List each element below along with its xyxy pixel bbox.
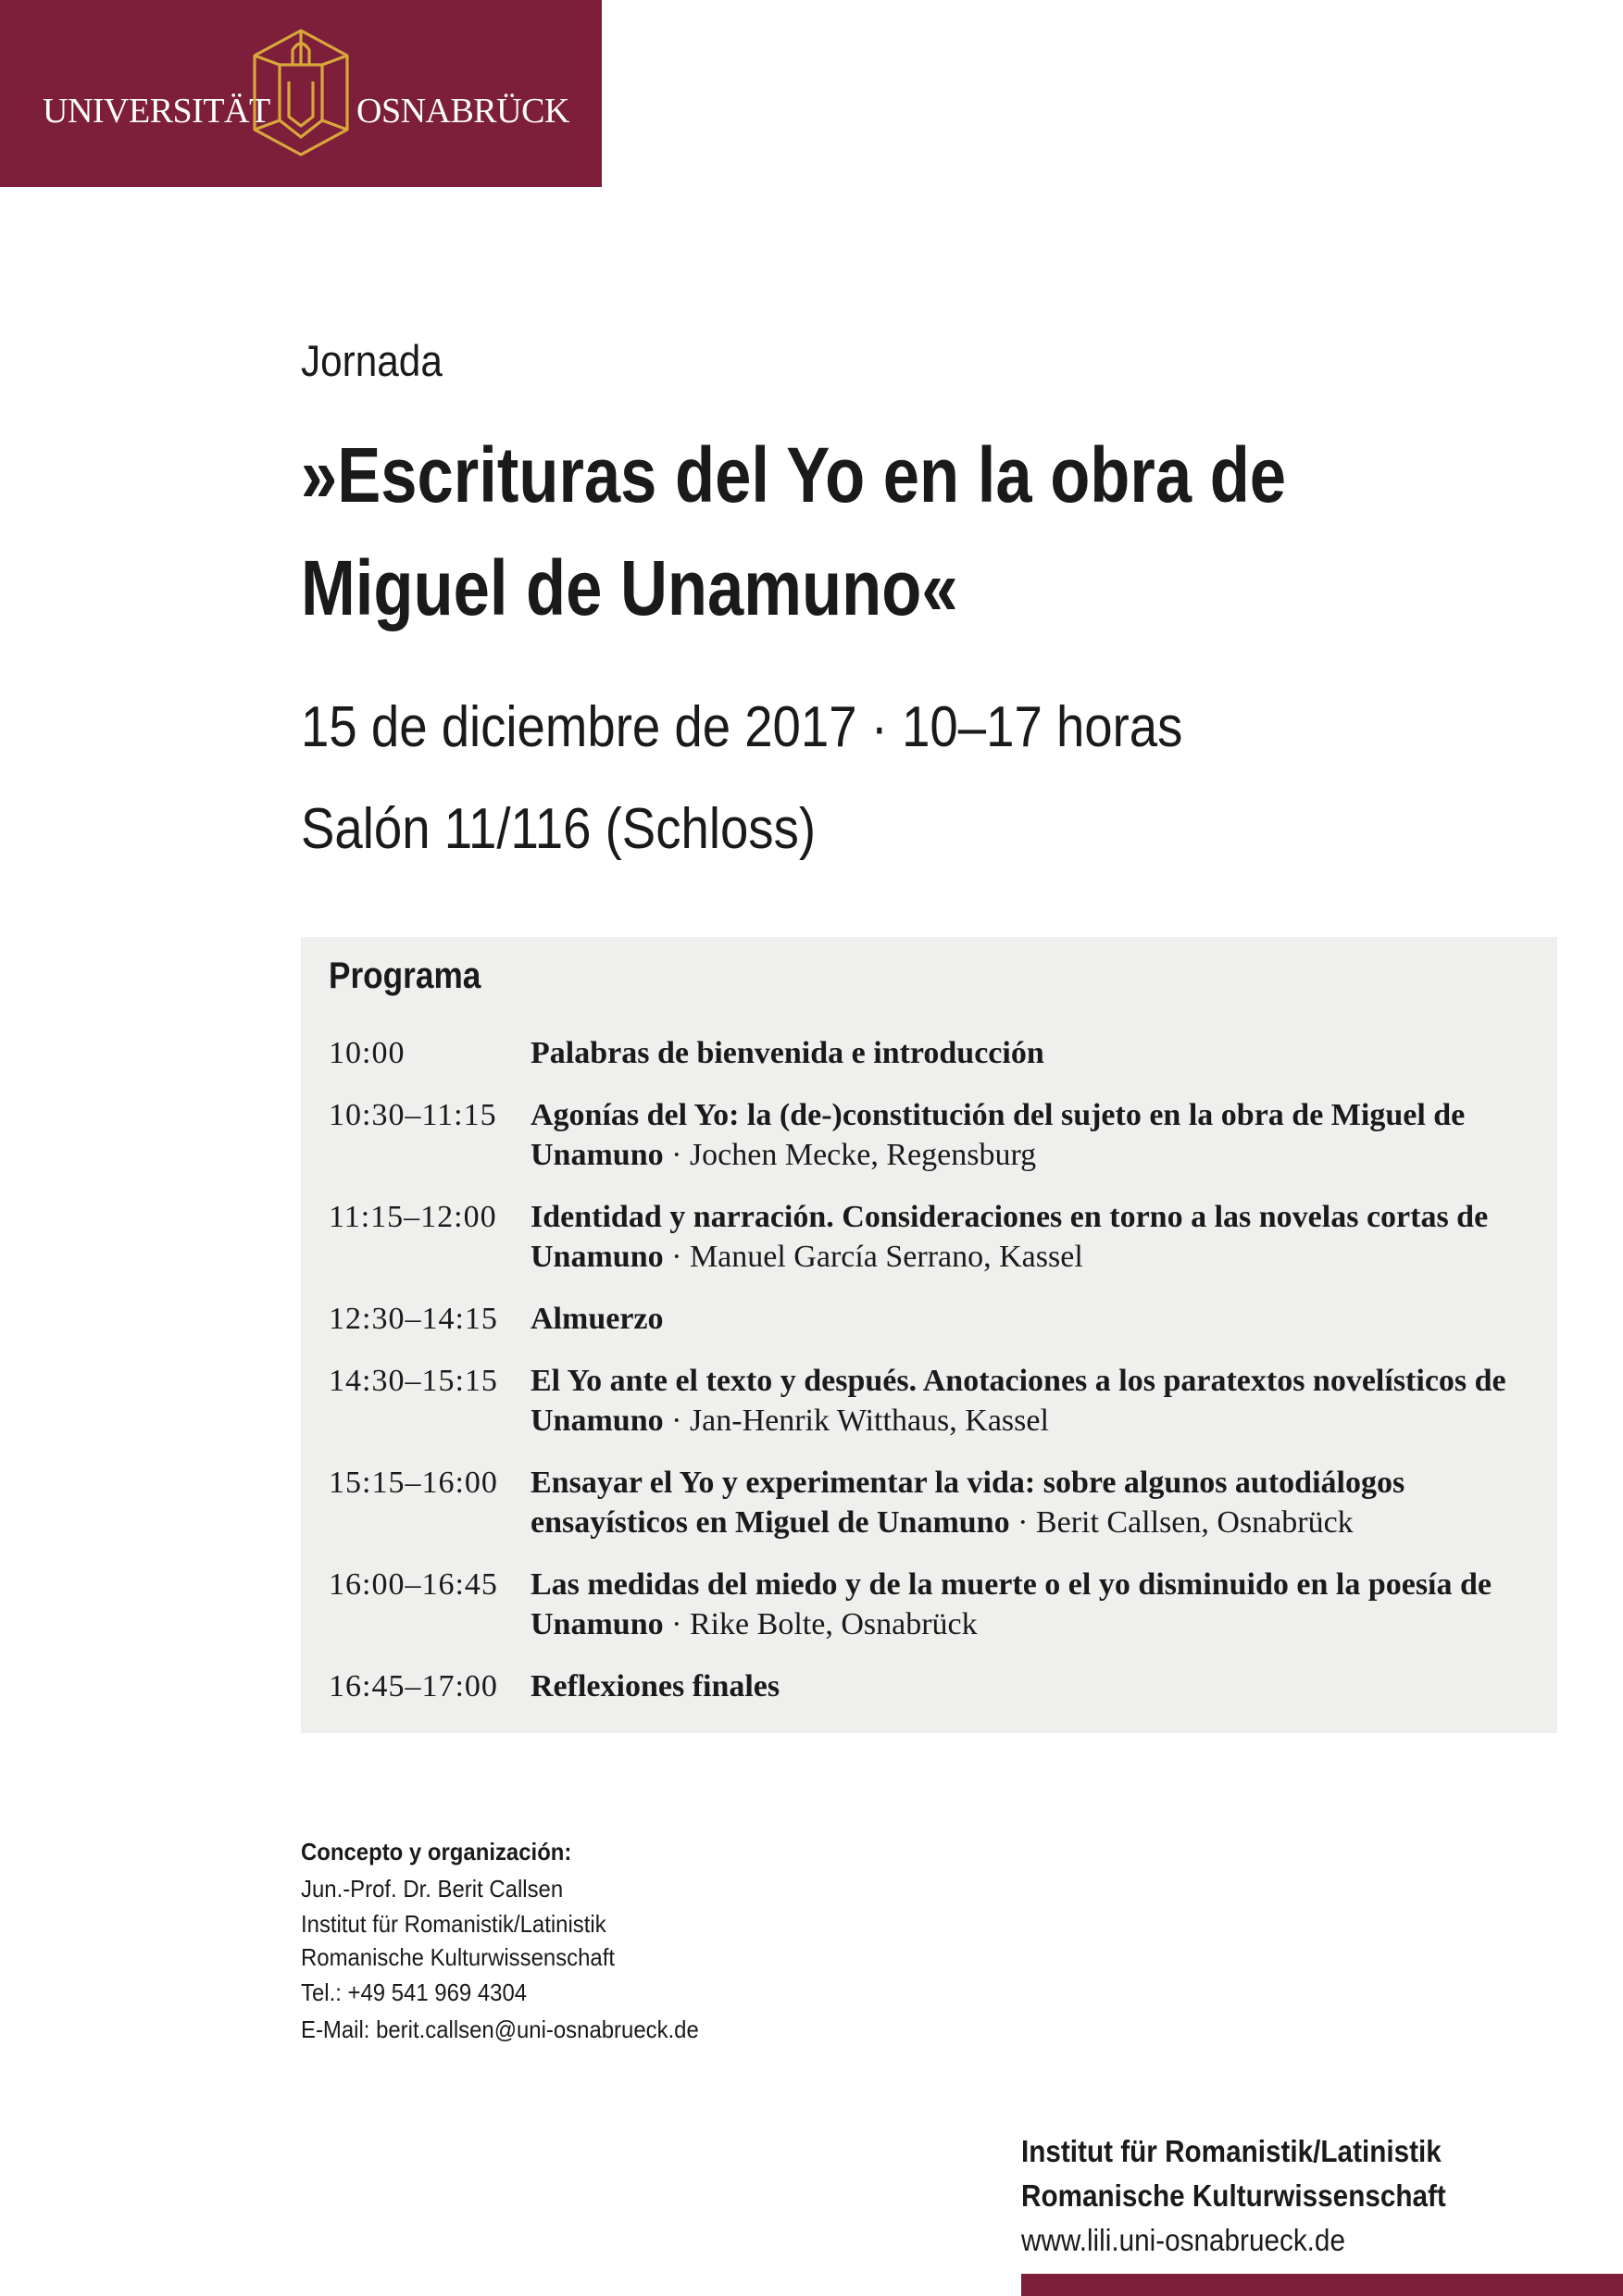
program-item-speaker: Rike Bolte, Osnabrück bbox=[689, 1607, 978, 1641]
program-heading: Programa bbox=[329, 955, 481, 996]
program-item bbox=[329, 1666, 1542, 1706]
program-item-time: 15:15–16:00 bbox=[329, 1466, 498, 1500]
event-type-label: Jornada bbox=[301, 336, 443, 385]
footer-department: Romanische Kulturwissenschaft bbox=[1021, 2178, 1446, 2213]
program-item-title: Las medidas del miedo y de la muerte o el yo disminuido en la poesía de Unamuno bbox=[531, 1567, 1492, 1641]
program-item bbox=[329, 1361, 1542, 1441]
event-title-line-2: Miguel de Unamuno« bbox=[301, 544, 958, 631]
program-item bbox=[329, 1197, 1542, 1277]
program-item-body bbox=[531, 1095, 1542, 1175]
university-emblem-icon bbox=[252, 28, 350, 157]
program-item-title: Reflexiones finales bbox=[531, 1669, 780, 1703]
program-item bbox=[329, 1033, 1542, 1073]
event-room: Salón 11/116 (Schloss) bbox=[301, 797, 817, 861]
contact-institute: Institut für Romanistik/Latinistik bbox=[301, 1910, 606, 1938]
program-item-title: Almuerzo bbox=[531, 1302, 664, 1336]
footer-institute: Institut für Romanistik/Latinistik bbox=[1021, 2134, 1442, 2168]
contact-heading: Concepto y organización: bbox=[301, 1838, 572, 1866]
program-item-body bbox=[531, 1299, 1542, 1339]
program-item bbox=[329, 1463, 1542, 1542]
program-item-time: 16:00–16:45 bbox=[329, 1567, 498, 1602]
program-item-time: 16:45–17:00 bbox=[329, 1669, 498, 1703]
program-item-body bbox=[531, 1197, 1542, 1277]
logo-text-left: UNIVERSITÄT bbox=[43, 92, 270, 131]
contact-email: E-Mail: berit.callsen@uni-osnabrueck.de bbox=[301, 2015, 699, 2043]
contact-phone: Tel.: +49 541 969 4304 bbox=[301, 1978, 528, 2006]
program-item-time: 10:00 bbox=[329, 1036, 406, 1070]
footer-url[interactable]: www.lili.uni-osnabrueck.de bbox=[1021, 2223, 1345, 2257]
footer-band bbox=[1021, 2274, 1623, 2296]
program-item-title: Identidad y narración. Consideraciones en torno a las novelas cortas de Unamuno bbox=[531, 1200, 1489, 1274]
program-item-separator: · bbox=[663, 1404, 690, 1438]
program-item-title: Palabras de bienvenida e introducción bbox=[531, 1036, 1044, 1070]
program-item bbox=[329, 1565, 1542, 1644]
program-item-body bbox=[531, 1463, 1542, 1542]
program-item-body bbox=[531, 1666, 1542, 1706]
program-item-separator: · bbox=[1009, 1505, 1036, 1540]
program-panel bbox=[301, 937, 1557, 1733]
program-item-speaker: Manuel García Serrano, Kassel bbox=[689, 1240, 1083, 1274]
university-header-band bbox=[0, 0, 602, 187]
program-item-time: 10:30–11:15 bbox=[329, 1098, 497, 1132]
program-list bbox=[329, 1033, 1542, 1728]
event-title-line-1: »Escrituras del Yo en la obra de bbox=[301, 431, 1287, 518]
program-item-speaker: Jochen Mecke, Regensburg bbox=[689, 1138, 1037, 1172]
program-item-title: El Yo ante el texto y después. Anotaciones a los paratextos novelísticos de Unamuno bbox=[531, 1364, 1506, 1438]
program-item-title: Agonías del Yo: la (de-)constitución del sujeto en la obra de Miguel de Unamuno bbox=[531, 1098, 1466, 1172]
contact-department: Romanische Kulturwissenschaft bbox=[301, 1943, 616, 1971]
program-item-title: Ensayar el Yo y experimentar la vida: sobre algunos autodiálogos ensayísticos en Miguel de Unamuno bbox=[531, 1466, 1405, 1540]
event-title bbox=[301, 418, 1312, 644]
contact-name: Jun.-Prof. Dr. Berit Callsen bbox=[301, 1875, 564, 1903]
program-item bbox=[329, 1299, 1542, 1339]
program-item-body bbox=[531, 1033, 1542, 1073]
program-item-separator: · bbox=[663, 1138, 690, 1172]
event-date-time: 15 de diciembre de 2017 · 10–17 horas bbox=[301, 695, 1183, 759]
program-item-speaker: Jan-Henrik Witthaus, Kassel bbox=[689, 1404, 1049, 1438]
program-item-time: 14:30–15:15 bbox=[329, 1364, 498, 1398]
logo-text-right: OSNABRÜCK bbox=[356, 92, 569, 131]
program-item-body bbox=[531, 1361, 1542, 1441]
program-item-body bbox=[531, 1565, 1542, 1644]
program-item bbox=[329, 1095, 1542, 1175]
program-item-time: 11:15–12:00 bbox=[329, 1200, 497, 1234]
program-item-time: 12:30–14:15 bbox=[329, 1302, 498, 1336]
footer-institute-block bbox=[1021, 2129, 1538, 2263]
program-item-separator: · bbox=[663, 1240, 690, 1274]
program-item-separator: · bbox=[663, 1607, 690, 1641]
program-item-speaker: Berit Callsen, Osnabrück bbox=[1035, 1505, 1354, 1540]
organization-contact bbox=[301, 1833, 897, 2048]
